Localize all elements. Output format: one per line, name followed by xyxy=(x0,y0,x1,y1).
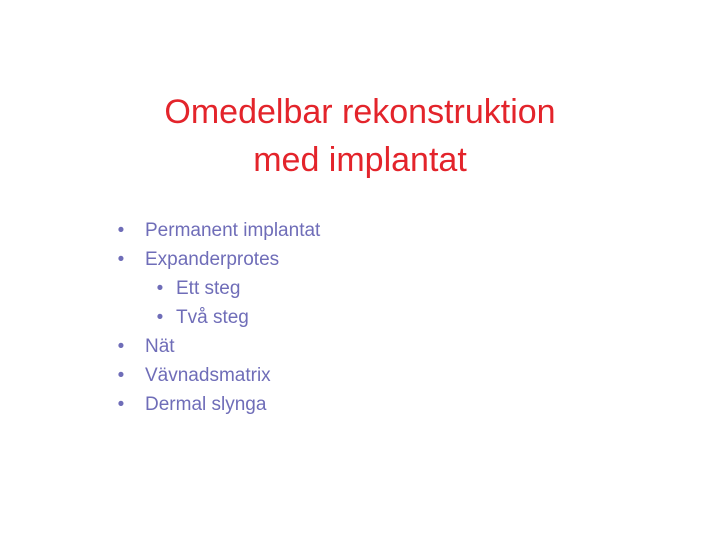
bullet-item-vavnadsmatrix xyxy=(114,361,594,390)
bullet-item-permanent-implantat xyxy=(114,216,594,245)
bullet-text: Vävnadsmatrix xyxy=(145,365,271,386)
sub-bullet-text: Två steg xyxy=(176,307,249,328)
bullet-icon: • xyxy=(117,336,125,357)
sub-bullet-icon: • xyxy=(156,278,164,299)
sub-bullet-item-ett-steg xyxy=(114,274,594,303)
bullet-icon: • xyxy=(117,365,125,386)
bullet-item-expanderprotes xyxy=(114,245,594,274)
sub-bullet-item-tva-steg xyxy=(114,303,594,332)
bullet-icon: • xyxy=(117,220,125,241)
bullet-text: Expanderprotes xyxy=(145,249,280,270)
bullet-item-nat xyxy=(114,332,594,361)
bullet-text: Permanent implantat xyxy=(145,220,321,241)
slide-title xyxy=(100,88,620,184)
bullet-icon: • xyxy=(117,249,125,270)
sub-bullet-icon: • xyxy=(156,307,164,328)
bullet-icon: • xyxy=(117,394,125,415)
slide-title-line-2: med implantat xyxy=(253,141,467,179)
bullet-text: Nät xyxy=(145,336,175,357)
bullet-text: Dermal slynga xyxy=(145,394,267,415)
sub-bullet-text: Ett steg xyxy=(176,278,241,299)
bullet-item-dermal-slynga xyxy=(114,390,594,419)
bullet-list xyxy=(114,216,594,419)
slide-title-line-1: Omedelbar rekonstruktion xyxy=(164,93,556,131)
